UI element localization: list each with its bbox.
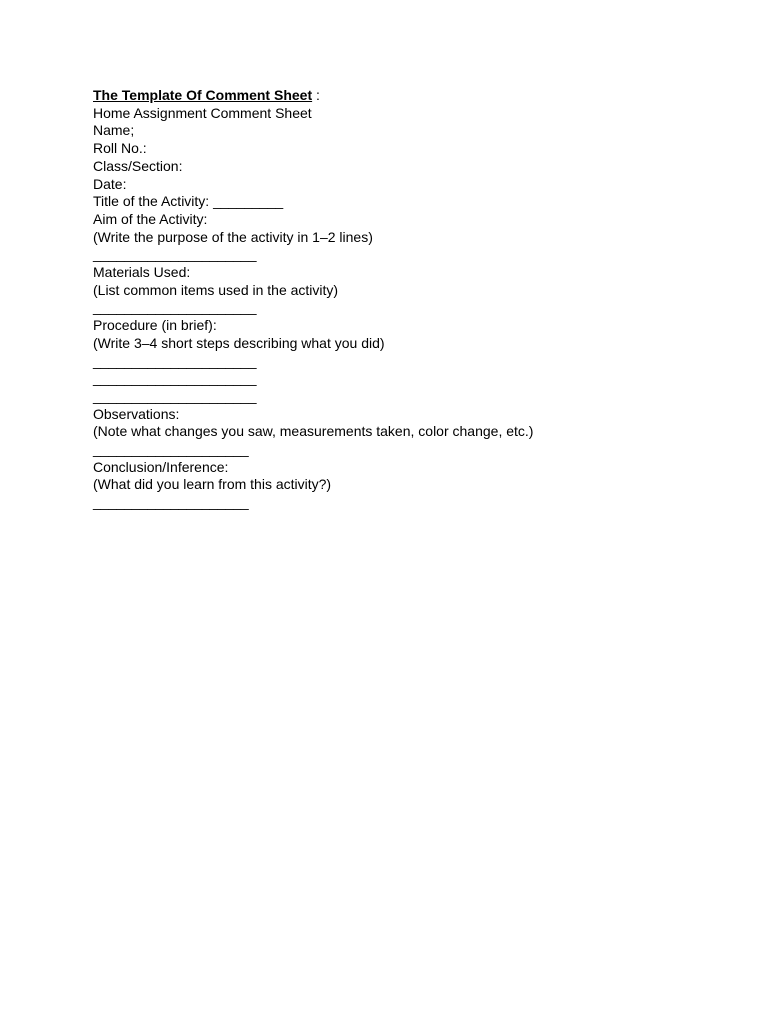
- procedure-instruction: (Write 3–4 short steps describing what you did): [93, 334, 385, 351]
- roll-no-field-label: Roll No.:: [93, 140, 147, 157]
- observations-blank-line: ____________________: [93, 441, 249, 458]
- conclusion-label: Conclusion/Inference:: [93, 458, 229, 475]
- heading-title: The Template Of Comment Sheet: [93, 87, 313, 103]
- heading-suffix: :: [312, 87, 320, 103]
- procedure-blank-line: _____________________: [93, 387, 257, 404]
- procedure-blank-line: _____________________: [93, 352, 257, 369]
- comment-sheet-template: [93, 87, 713, 512]
- class-section-field-label: Class/Section:: [93, 157, 183, 174]
- heading-line: [93, 87, 713, 105]
- name-field-label: Name;: [93, 122, 135, 139]
- activity-title-field: Title of the Activity: _________: [93, 193, 284, 210]
- observations-label: Observations:: [93, 405, 180, 422]
- procedure-blank-line: _____________________: [93, 370, 257, 387]
- observations-instruction: (Note what changes you saw, measurements taken, color change, etc.): [93, 423, 534, 440]
- date-field-label: Date:: [93, 175, 127, 192]
- sheet-title: Home Assignment Comment Sheet: [93, 104, 312, 121]
- aim-instruction: (Write the purpose of the activity in 1–2 lines): [93, 228, 373, 245]
- materials-label: Materials Used:: [93, 264, 191, 281]
- materials-blank-line: _____________________: [93, 299, 257, 316]
- procedure-label: Procedure (in brief):: [93, 317, 217, 334]
- aim-label: Aim of the Activity:: [93, 210, 208, 227]
- conclusion-instruction: (What did you learn from this activity?): [93, 476, 332, 493]
- materials-instruction: (List common items used in the activity): [93, 281, 339, 298]
- conclusion-blank-line: ____________________: [93, 494, 249, 511]
- aim-blank-line: _____________________: [93, 246, 257, 263]
